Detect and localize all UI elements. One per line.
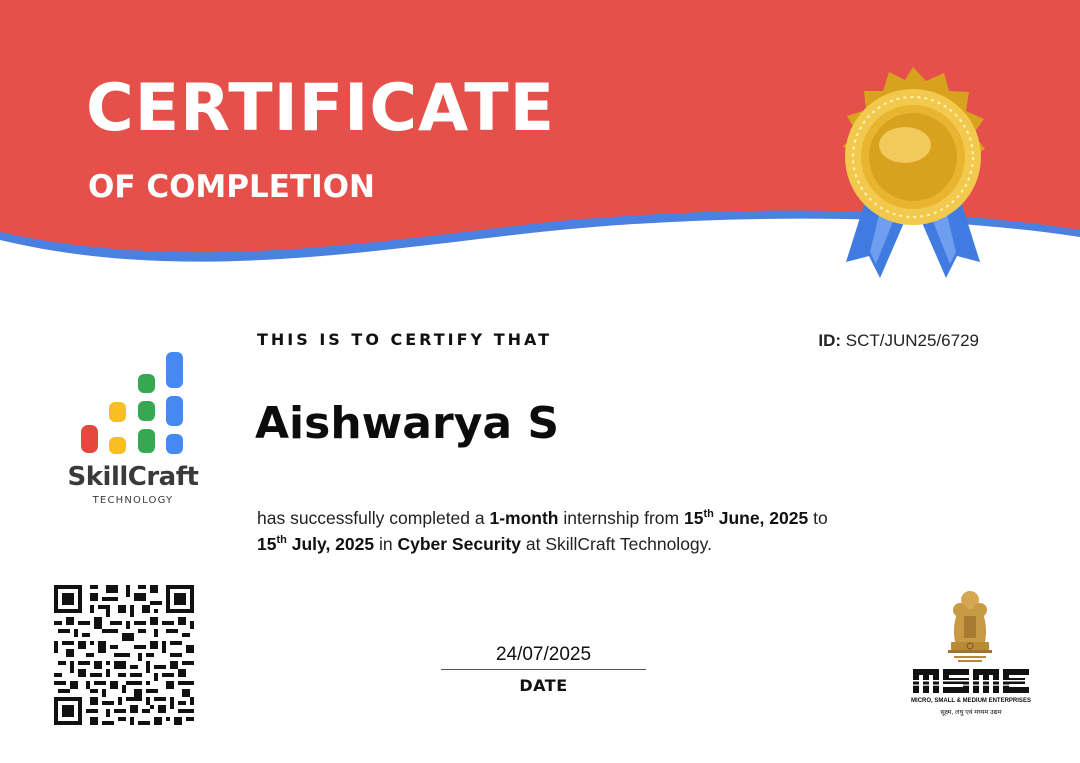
end-date: 15th July, 2025 [257,534,375,554]
date-block [441,644,646,695]
certificate-id-label: ID: [818,331,842,350]
skillcraft-logo [60,352,206,512]
recipient-name: Aishwarya S [255,398,560,449]
statement-text: in [374,534,398,554]
certificate-statement [257,505,957,557]
certificate-title: CERTIFICATE [86,71,556,146]
date-label: DATE [519,676,568,695]
certificate-subtitle: OF COMPLETION [88,169,375,205]
internship-domain: Cyber Security [397,534,521,554]
statement-text: at SkillCraft Technology. [521,534,712,554]
statement-text: has successfully completed a [257,508,490,528]
msme-logo [908,586,1034,720]
msme-wordmark-icon [913,669,1029,693]
gold-medal-icon [822,52,1004,280]
certificate-id [818,331,979,351]
internship-duration: 1-month [489,508,559,528]
statement-text: to [808,508,828,528]
logo-subtitle: TECHNOLOGY [92,495,174,506]
logo-name: SkillCraft [67,462,199,492]
issue-date: 24/07/2025 [441,644,646,670]
skillcraft-logo-mark-icon [60,352,206,460]
national-emblem-icon [942,586,998,664]
start-date: 15th June, 2025 [683,508,809,528]
certify-heading: THIS IS TO CERTIFY THAT [257,330,553,349]
certificate-id-value: SCT/JUN25/6729 [845,331,979,350]
statement-text: internship from [558,508,684,528]
msme-english-name: MICRO, SMALL & MEDIUM ENTERPRISES [911,698,1031,704]
msme-hindi-name: सूक्ष्म, लघु एवं मध्यम उद्यम [940,709,1002,716]
verification-qr-code-icon [54,585,194,725]
